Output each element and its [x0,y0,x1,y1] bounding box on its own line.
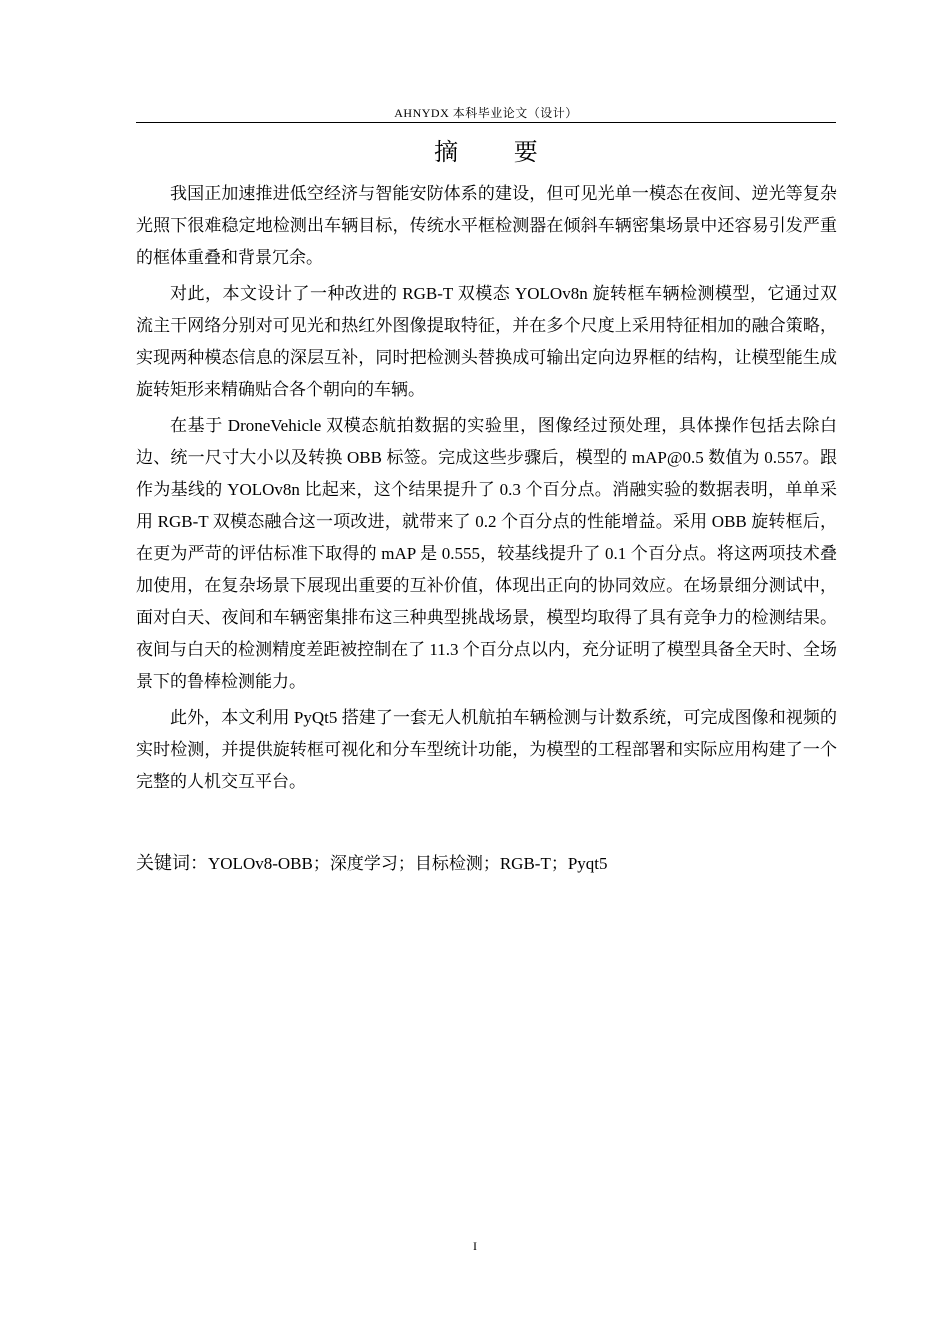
abstract-paragraph-4: 此外，本文利用 PyQt5 搭建了一套无人机航拍车辆检测与计数系统，可完成图像和视频的实时检测，并提供旋转框可视化和分车型统计功能，为模型的工程部署和实际应用构建了一个完整的人机交互平台。 [136,708,837,791]
keywords-list: YOLOv8-OBB；深度学习；目标检测；RGB-T；Pyqt5 [208,854,608,873]
abstract-paragraph-2: 对此，本文设计了一种改进的 RGB-T 双模态 YOLOv8n 旋转框车辆检测模型，它通过双流主干网络分别对可见光和热红外图像提取特征，并在多个尺度上采用特征相加的融合策略，实现两种模态信息的深层互补，同时把检测头替换成可输出定向边界框的结构，让模型能生成旋转矩形来精确贴合各个朝向的车辆。 [136,284,837,399]
header-rule [136,122,836,123]
abstract-body [136,178,837,802]
abstract-title: 摘 要 [434,138,562,166]
keywords-line [136,848,837,880]
abstract-paragraph-1: 我国正加速推进低空经济与智能安防体系的建设，但可见光单一模态在夜间、逆光等复杂光照下很难稳定地检测出车辆目标，传统水平框检测器在倾斜车辆密集场景中还容易引发严重的框体重叠和背景冗余。 [136,184,837,267]
abstract-paragraph-3: 在基于 DroneVehicle 双模态航拍数据的实验里，图像经过预处理，具体操作包括去除白边、统一尺寸大小以及转换 OBB 标签。完成这些步骤后，模型的 mAP@0.5 数值为 0.557。跟作为基线的 YOLOv8n 比起来，这个结果提升了 0.3 个百分点。消融实验的数据表明，单单采用 RGB-T 双模态融合这一项改进，就带来了 0.2 个百分点的性能增益。采用 OBB 旋转框后，在更为严苛的评估标准下取得的 mAP 是 0.555，较基线提升了 0.1 个百分点。将这两项技术叠加使用，在复杂场景下展现出重要的互补价值，体现出正向的协同效应。在场景细分测试中，面对白天、夜间和车辆密集排布这三种典型挑战场景，模型均取得了具有竞争力的检测结果。夜间与白天的检测精度差距被控制在了 11.3 个百分点以内，充分证明了模型具备全天时、全场景下的鲁棒检测能力。 [136,416,837,691]
running-header: AHNYDX 本科毕业论文（设计） [394,106,578,120]
keywords-label: 关键词： [136,853,208,874]
page-number: I [473,1239,477,1253]
